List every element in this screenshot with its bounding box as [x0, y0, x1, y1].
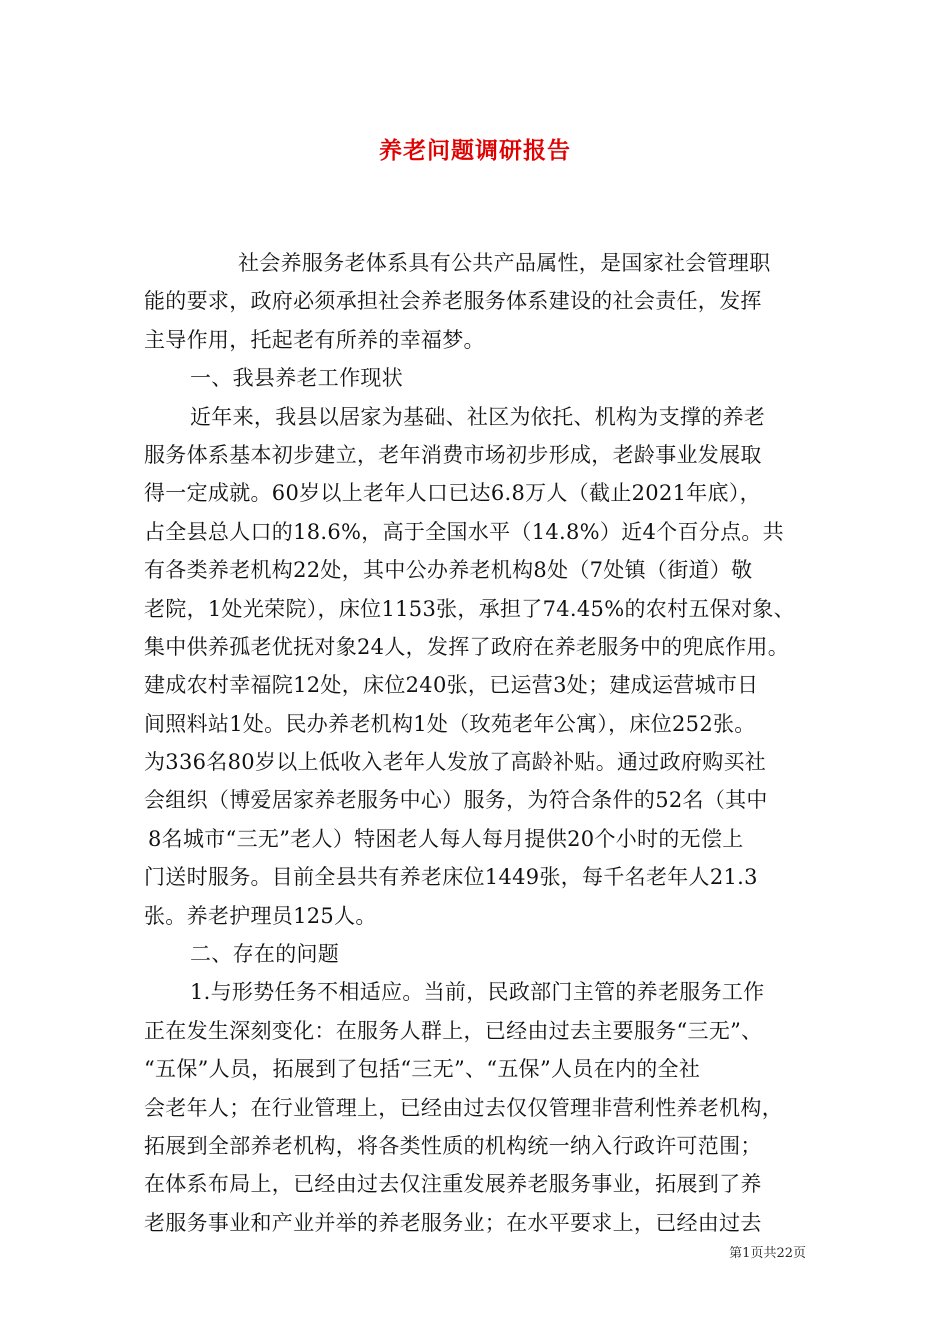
text-line: 张。养老护理员125人。: [144, 903, 377, 928]
section-heading: 一、我县养老工作现状: [190, 366, 403, 391]
text-line: 社会养服务老体系具有公共产品属性，是国家社会管理职: [238, 251, 771, 275]
text-line: 有各类养老机构22处，其中公办养老机构8处（7处镇（街道）敬: [144, 558, 753, 583]
text-line: 老院，1处光荣院），床位1153张，承担了74.45%的农村五保对象、: [144, 596, 795, 621]
document-body: [144, 244, 806, 1242]
page-number: 第1页共22页: [729, 1246, 806, 1261]
text-line: “五保”人员，拓展到了包括“三无”、“五保”人员在内的全社: [144, 1057, 701, 1082]
text-line: 得一定成就。60岁以上老年人口已达6.8万人（截止2021年底），: [144, 481, 761, 506]
text-line: 门送时服务。目前全县共有养老床位1449张，每千名老年人21.3: [144, 865, 758, 890]
text-line: 老服务事业和产业并举的养老服务业；在水平要求上，已经由过去: [144, 1210, 762, 1235]
text-line: 1.与形势任务不相适应。当前，民政部门主管的养老服务工作: [190, 980, 765, 1005]
text-line: 服务体系基本初步建立，老年消费市场初步形成，老龄事业发展取: [144, 442, 762, 467]
text-line: 会组织（博爱居家养老服务中心）服务，为符合条件的52名（其中: [144, 788, 768, 813]
text-line: 建成农村幸福院12处，床位240张，已运营3处；建成运营城市日: [144, 673, 759, 698]
text-line: 为336名80岁以上低收入老年人发放了高龄补贴。通过政府购买社: [144, 750, 767, 775]
text-line: 会老年人；在行业管理上，已经由过去仅仅管理非营利性养老机构，: [144, 1095, 783, 1120]
text-line: 8名城市“三无”老人）特困老人每人每月提供20个小时的无偿上: [148, 826, 744, 851]
document-title: 养老问题调研报告: [379, 137, 571, 164]
text-line: 主导作用，托起老有所养的幸福梦。: [144, 327, 485, 352]
text-line: 拓展到全部养老机构，将各类性质的机构统一纳入行政许可范围；: [144, 1133, 762, 1158]
text-line: 在体系布局上，已经由过去仅注重发展养老服务事业，拓展到了养: [144, 1172, 762, 1197]
section-heading: 二、存在的问题: [190, 942, 340, 967]
text-line: 能的要求，政府必须承担社会养老服务体系建设的社会责任，发挥: [144, 289, 762, 314]
text-line: 间照料站1处。民办养老机构1处（玫苑老年公寓），床位252张。: [144, 711, 756, 736]
text-line: 集中供养孤老优抚对象24人，发挥了政府在养老服务中的兜底作用。: [144, 634, 790, 659]
text-line: 占全县总人口的18.6%，高于全国水平（14.8%）近4个百分点。共: [144, 519, 784, 544]
text-line: 近年来，我县以居家为基础、社区为依托、机构为支撑的养老: [190, 404, 766, 429]
text-line: 正在发生深刻变化：在服务人群上，已经由过去主要服务“三无”、: [144, 1018, 763, 1043]
